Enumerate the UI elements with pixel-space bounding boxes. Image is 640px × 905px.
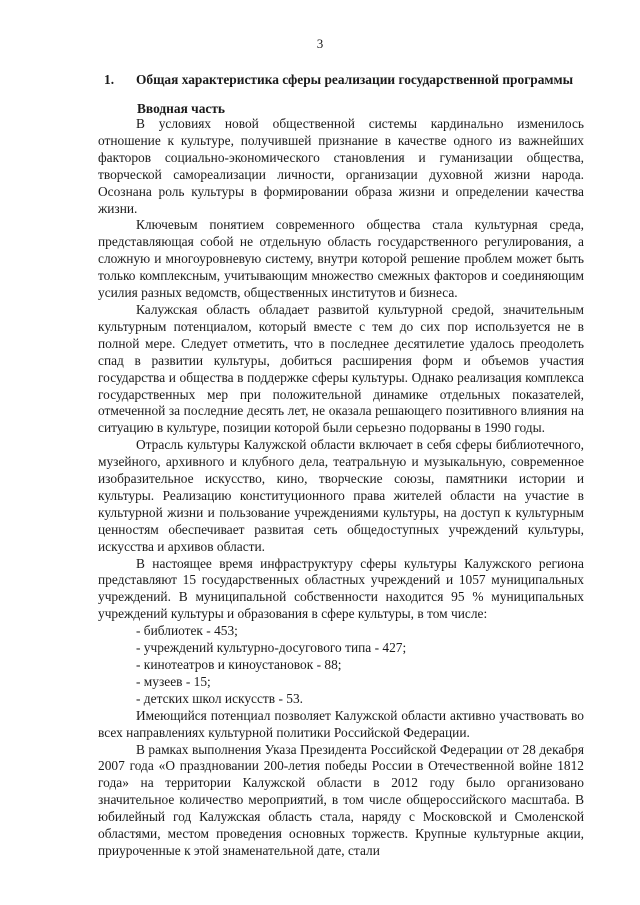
paragraph: Калужская область обладает развитой культурной средой, значительным культурным потенциалом, который вместе с тем до сих пор используется не в полной мере. Следует отметить, что в последнее десятилетие удалось преодолеть спад в развитии культуры, добиться расширения форм и объемов участия государства и общества в поддержке сферы культуры. Однако реализация комплекса государственных мер при положительной динамике отдельных показателей, отмеченной за последние десять лет, не оказала решающего позитивного влияния на ситуацию в культуре, позиции которой были серьезно подорваны в 1990 годы. — [98, 301, 584, 436]
list-item: - музеев - 15; — [136, 673, 211, 689]
paragraph: Ключевым понятием современного общества стала культурная среда, представляющая собой не отдельную область государственного регулирования, а сложную и многоуровневую систему, внутри которой решение проблем может быть только комплексным, учитывающим множество смежных факторов и соединяющим усилия разных ведомств, общественных институтов и бизнеса. — [98, 217, 584, 301]
page-number: 3 — [316, 36, 324, 51]
list-item: - детских школ искусств - 53. — [136, 690, 303, 706]
paragraph: В настоящее время инфраструктуру сферы культуры Калужского региона представляют 15 государственных областных учреждений и 1057 муниципальных учреждений. В муниципальной собственности находится 95 % муниципальных учреждений культуры и образования в сфере культуры, в том числе: — [98, 555, 584, 622]
paragraph: Отрасль культуры Калужской области включает в себя сферы библиотечного, музейного, архивного и клубного дела, театральную и музыкальную, современное изобразительное искусство, кино, творческие союзы, памятники истории и культуры. Реализацию конституционного права жителей области на участие в культурной жизни и пользование учреждениями культуры, на доступ к культурным ценностям обеспечивает развитая сеть общедоступных учреждений культуры, искусства и архивов области. — [98, 437, 584, 554]
subheading: Вводная часть — [137, 101, 226, 116]
list-item: - библиотек - 453; — [136, 623, 238, 639]
list-item: - кинотеатров и киноустановок - 88; — [136, 657, 342, 672]
section-title: Общая характеристика сферы реализации государственной программы — [136, 72, 574, 87]
paragraph: В рамках выполнения Указа Президента Российской Федерации от 28 декабря 2007 года «О праздновании 200-летия победы России в Отечественной войне 1812 года» на территории Калужской области в 2012 году было организовано значительное количество мероприятий, в том числе общероссийского масштаба. В юбилейный год Калужская область стала, наряду с Московской и Смоленской областями, местом проведения основных торжеств. Крупные культурные акции, приуроченные к этой знаменательной дате, стали — [98, 741, 584, 858]
section-heading — [104, 72, 604, 88]
paragraph: В условиях новой общественной системы кардинально изменилось отношение к культуре, получившей признание в качестве одного из важнейших факторов социально-экономического становления и гуманизации общества, творческой самореализации личности, организации духовной жизни народа. Осознана роль культуры в формировании образа жизни и определении качества жизни. — [98, 116, 584, 216]
list-item: - учреждений культурно-досугового типа - 427; — [136, 640, 407, 656]
section-number: 1. — [104, 72, 115, 87]
paragraph: Имеющийся потенциал позволяет Калужской области активно участвовать во всех направлениях культурной политики Российской Федерации. — [98, 707, 584, 740]
body-text — [98, 116, 584, 860]
